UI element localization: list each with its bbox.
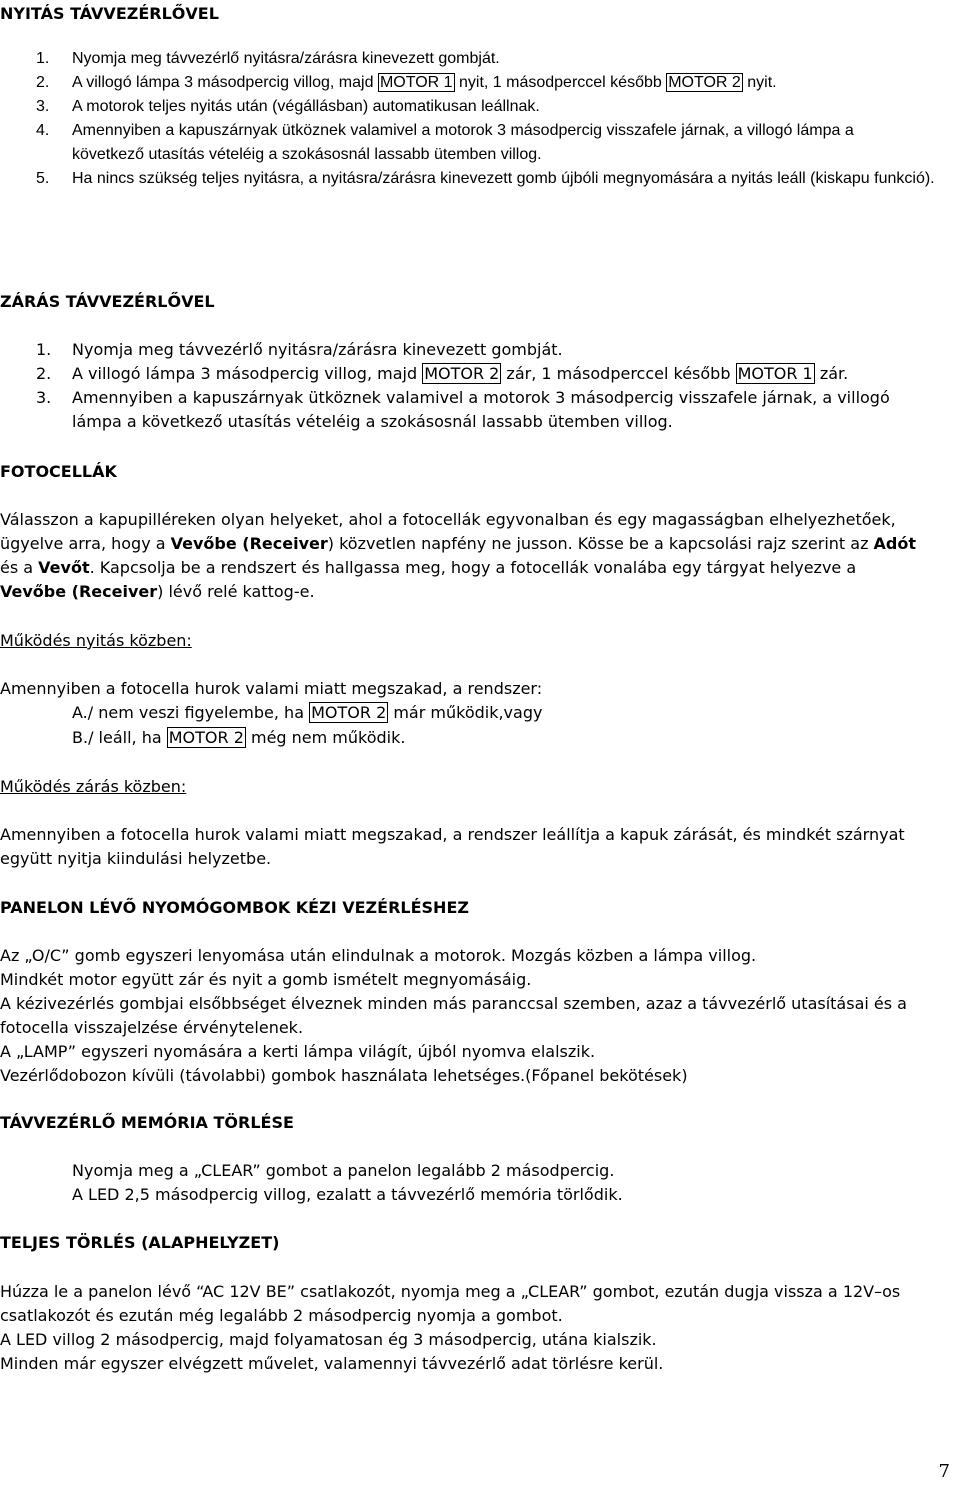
close-steps-list — [0, 338, 950, 434]
open-operation-text: Amennyiben a fotocella hurok valami miatt megszakad, a rendszer: — [0, 679, 543, 698]
motor-label-box: MOTOR 1 — [737, 364, 813, 383]
list-item: 2. A villogó lámpa 3 másodpercig villog, majd MOTOR 2 zár, 1 másodperccel később MOTOR 1 zár. — [36, 364, 849, 383]
heading-memory-clear: TÁVVEZÉRLŐ MEMÓRIA TÖRLÉSE — [0, 1113, 294, 1132]
list-item: 3. A motorok teljes nyitás után (végállásban) automatikusan leállnak. — [36, 98, 540, 115]
heading-photocells: FOTOCELLÁK — [0, 462, 117, 481]
reset-line: Húzza le a panelon lévő “AC 12V BE” csatlakozót, nyomja meg a „CLEAR” gombot, ezután dugja vissza a 12V–os csatlakozót és ezután még legalább 2 másodpercig nyomja a gombot. — [0, 1282, 901, 1325]
list-item: 4. Amennyiben a kapuszárnyak ütköznek valamivel a motorok 3 másodpercig visszafele járnak, a villogó lámpa a következő utasítás vételéig a szokásosnál lassabb ütemben villog. — [36, 122, 854, 163]
list-item: 1. Nyomja meg távvezérlő nyitásra/zárásra kinevezett gombját. — [36, 340, 563, 359]
list-item: 2. A villogó lámpa 3 másodpercig villog, majd MOTOR 1 nyit, 1 másodperccel később MOTOR 2 nyit. — [36, 74, 777, 91]
heading-full-reset: TELJES TÖRLÉS (ALAPHELYZET) — [0, 1233, 280, 1252]
panel-line: A kézivezérlés gombjai elsőbbséget élveznek minden más paranccsal szemben, azaz a távvezérlő utasításai és a fotocella visszajelzése érvénytelenek. — [0, 994, 907, 1037]
memory-line: A LED 2,5 másodpercig villog, ezalatt a távvezérlő memória törlődik. — [72, 1185, 623, 1204]
motor-label-box: MOTOR 2 — [424, 364, 500, 383]
photocells-paragraph: Válasszon a kapupilléreken olyan helyeket, ahol a fotocellák egyvonalban és egy magasságban elhelyezhetőek, ügyelve arra, hogy a Vevőbe (Receiver) közvetlen napfény ne jusson. Kösse be a kapcsolási rajz szerint az Adót és a Vevőt. Kapcsolja be a rendszert és hallgassa meg, hogy a fotocellák vonalába egy tárgyat helyezve a Vevőbe (Receiver) lévő relé kattog-e. — [0, 510, 917, 601]
close-operation-text: Amennyiben a fotocella hurok valami miatt megszakad, a rendszer leállítja a kapuk zárását, és mindkét szárnyat együtt nyitja kiindulási helyzetbe. — [0, 825, 905, 868]
option-a: A./ nem veszi figyelembe, ha MOTOR 2 már működik,vagy — [72, 703, 543, 722]
panel-line: Az „O/C” gomb egyszeri lenyomása után elindulnak a motorok. Mozgás közben a lámpa villog. — [0, 946, 757, 965]
list-item: 5. Ha nincs szükség teljes nyitásra, a nyitásra/zárásra kinevezett gomb újbóli megnyomására a nyitás leáll (kiskapu funkció). — [36, 170, 935, 187]
subheading-close-operation: Működés zárás közben: — [0, 777, 187, 796]
heading-open-remote: NYITÁS TÁVVEZÉRLŐVEL — [0, 4, 219, 23]
panel-line: Vezérlődobozon kívüli (távolabbi) gombok használata lehetséges.(Főpanel bekötések) — [0, 1066, 688, 1085]
reset-line: A LED villog 2 másodpercig, majd folyamatosan ég 3 másodpercig, utána kialszik. — [0, 1330, 657, 1349]
reset-line: Minden már egyszer elvégzett művelet, valamennyi távvezérlő adat törlésre kerül. — [0, 1354, 664, 1373]
motor-label-box: MOTOR 2 — [668, 74, 741, 91]
list-item: 3. Amennyiben a kapuszárnyak ütköznek valamivel a motorok 3 másodpercig visszafele járnak, a villogó lámpa a következő utasítás vételéig a szokásosnál lassabb ütemben villog. — [36, 388, 890, 431]
panel-line: A „LAMP” egyszeri nyomására a kerti lámpa világít, újból nyomva elalszik. — [0, 1042, 596, 1061]
list-item: 1. Nyomja meg távvezérlő nyitásra/zárásra kinevezett gombját. — [36, 50, 500, 67]
memory-line: Nyomja meg a „CLEAR” gombot a panelon legalább 2 másodpercig. — [72, 1161, 615, 1180]
page-number: 7 — [938, 1461, 950, 1482]
option-b: B./ leáll, ha MOTOR 2 még nem működik. — [72, 728, 406, 747]
heading-panel-buttons: PANELON LÉVŐ NYOMÓGOMBOK KÉZI VEZÉRLÉSHEZ — [0, 898, 469, 917]
motor-label-box: MOTOR 2 — [311, 703, 387, 722]
subheading-open-operation: Működés nyitás közben: — [0, 631, 192, 650]
panel-line: Mindkét motor együtt zár és nyit a gomb ismételt megnyomásáig. — [0, 970, 532, 989]
motor-label-box: MOTOR 2 — [168, 728, 244, 747]
motor-label-box: MOTOR 1 — [379, 74, 453, 91]
heading-close-remote: ZÁRÁS TÁVVEZÉRLŐVEL — [0, 292, 215, 311]
open-steps-list — [0, 47, 950, 191]
